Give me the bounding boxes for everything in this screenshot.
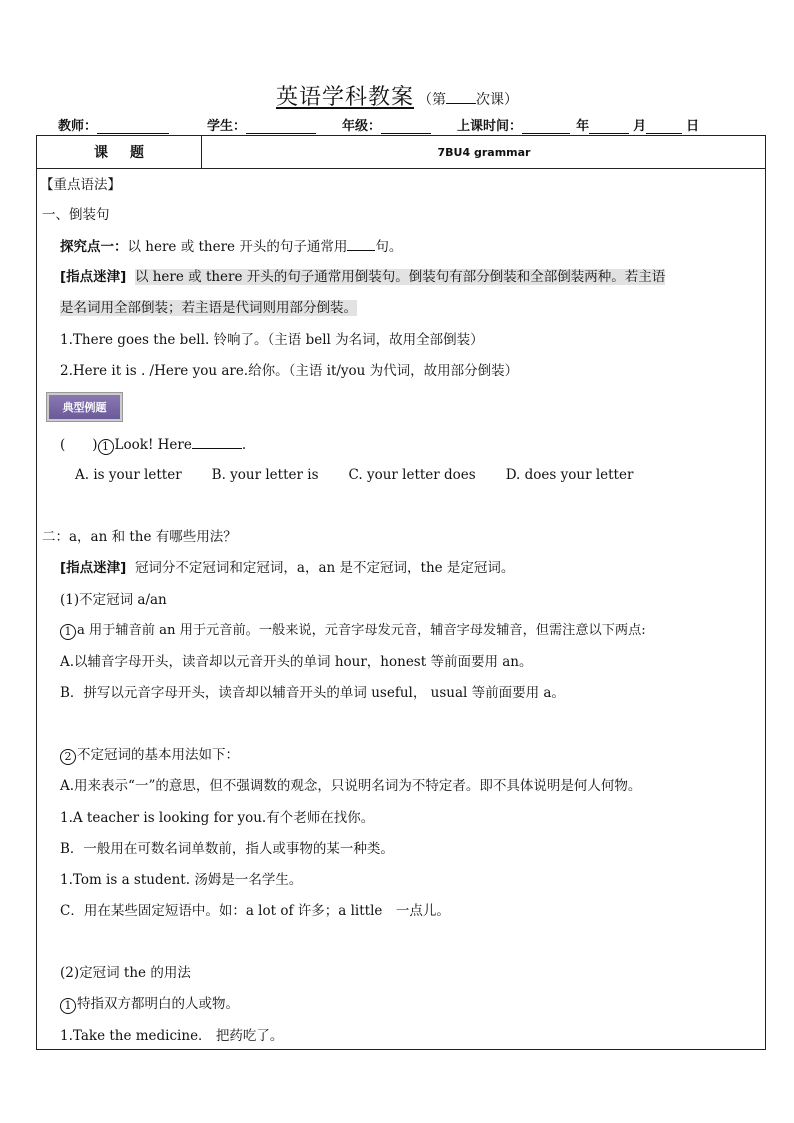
student-blank[interactable] bbox=[246, 119, 316, 134]
option-a[interactable]: A. is your letter bbox=[75, 467, 182, 483]
circled-number: 1 bbox=[60, 998, 76, 1014]
typical-example-badge: 典型例题 bbox=[47, 393, 122, 421]
definite-article-heading: (2)定冠词 the 的用法 bbox=[60, 965, 191, 981]
option-d[interactable]: D. does your letter bbox=[505, 467, 634, 483]
section1-title: 一、倒装句 bbox=[42, 207, 110, 223]
month-label: 月 bbox=[633, 119, 647, 134]
document-title bbox=[0, 80, 794, 111]
example-1: 1.There goes the bell. 铃响了。（主语 bell 为名词，故用全部倒装） bbox=[60, 332, 484, 348]
indefinite-usage-a: A.用来表示“一”的意思，但不强调数的观念，只说明名词为不特定者。即不具体说明是何人何物。 bbox=[60, 778, 642, 794]
topic-value: 7BU4 grammar bbox=[437, 145, 531, 159]
answer-blank[interactable] bbox=[347, 236, 375, 251]
teacher-label: 教师： bbox=[58, 119, 98, 134]
indefinite-point-1a: A.以辅音字母开头，读音却以元音开头的单词 hour，honest 等前面要用 an。 bbox=[60, 654, 533, 670]
indefinite-usage-a-example: 1.A teacher is looking for you.有个老师在找你。 bbox=[60, 810, 375, 826]
circled-number: 1 bbox=[60, 624, 76, 640]
title-lesson-number: （第 次课） bbox=[418, 92, 518, 108]
student-label: 学生： bbox=[207, 119, 247, 134]
indefinite-usage-b-example: 1.Tom is a student. 汤姆是一名学生。 bbox=[60, 872, 303, 888]
question-1: ( ) 1 Look! Here . bbox=[60, 434, 246, 455]
option-b[interactable]: B. your letter is bbox=[211, 467, 319, 483]
section2-tip: [指点迷津] 冠词分不定冠词和定冠词，a，an 是不定冠词，the 是定冠词。 bbox=[60, 560, 515, 576]
title-main: 英语学科教案 bbox=[275, 85, 414, 110]
section2-title: 二：a，an 和 the 有哪些用法？ bbox=[42, 529, 237, 545]
year-label: 年 bbox=[576, 119, 590, 134]
lesson-number-blank bbox=[446, 89, 476, 104]
circled-number: 1 bbox=[98, 439, 114, 455]
example-2: 2.Here it is . /Here you are.给你。（主语 it/you 为代词，故用部分倒装） bbox=[60, 363, 519, 379]
teacher-blank[interactable] bbox=[97, 119, 169, 134]
definite-point-1-example: 1.Take the medicine． 把药吃了。 bbox=[60, 1028, 284, 1044]
month-blank[interactable] bbox=[589, 119, 629, 134]
explore-point-one: 探究点一：以 here 或 there 开头的句子通常用 句。 bbox=[60, 236, 402, 257]
section-heading: 【重点语法】 bbox=[40, 177, 121, 193]
indefinite-article-heading: (1)不定冠词 a/an bbox=[60, 592, 167, 608]
day-blank[interactable] bbox=[646, 119, 682, 134]
time-year-blank[interactable] bbox=[522, 119, 570, 134]
indefinite-usage-c: C．用在某些固定短语中。如：a lot of 许多；a little 一点儿。 bbox=[60, 903, 450, 919]
grade-blank[interactable] bbox=[381, 119, 431, 134]
option-c[interactable]: C. your letter does bbox=[348, 467, 476, 483]
day-label: 日 bbox=[686, 119, 700, 134]
question-blank[interactable] bbox=[192, 434, 242, 449]
definite-point-1: 1 特指双方都明白的人或物。 bbox=[60, 994, 239, 1014]
tip-label: [指点迷津] bbox=[60, 560, 127, 576]
tip-line-1: [指点迷津] 以 here 或 there 开头的句子通常用倒装句。倒装句有部分倒装和全部倒装两种。若主语 bbox=[60, 269, 666, 285]
info-row bbox=[58, 115, 758, 134]
indefinite-point-1b: B．拼写以元音字母开头，读音却以辅音开头的单词 useful， usual 等前面要用 a。 bbox=[60, 685, 565, 701]
indefinite-usage-b: B．一般用在可数名词单数前，指人或事物的某一种类。 bbox=[60, 841, 394, 857]
indefinite-point-1: 1 a 用于辅音前 an 用于元音前。一般来说，元音字母发元音，辅音字母发辅音，但需注意以下两点: bbox=[60, 621, 646, 641]
topic-label: 课题 bbox=[37, 136, 202, 168]
indefinite-point-2: 2 不定冠词的基本用法如下： bbox=[60, 745, 239, 765]
topic-row bbox=[37, 136, 765, 169]
circled-number: 2 bbox=[60, 749, 76, 765]
question-1-options bbox=[75, 465, 663, 485]
grade-label: 年级： bbox=[342, 119, 382, 134]
tip-line-2: 是名词用全部倒装；若主语是代词则用部分倒装。 bbox=[60, 300, 357, 316]
time-label: 上课时间： bbox=[457, 119, 523, 134]
tip-label: [指点迷津] bbox=[60, 269, 127, 285]
